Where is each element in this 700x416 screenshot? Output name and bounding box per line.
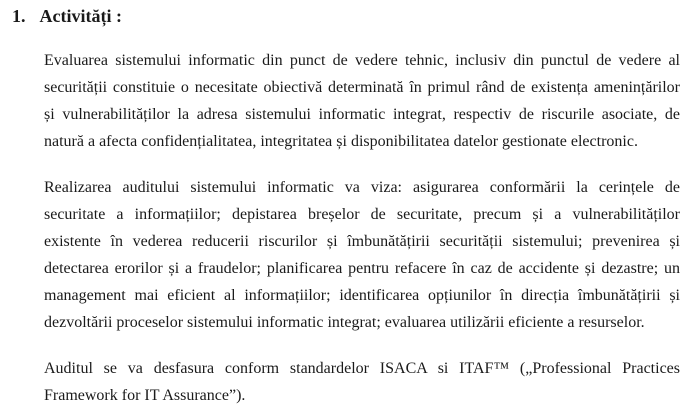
paragraph-line: Realizarea auditului sistemului informatic va viza: asigurarea conformării la cerințele de xyxy=(44,179,680,196)
paragraph-line: Auditul se va desfasura conform standardelor ISACA si ITAF™ („Professional Practices xyxy=(44,360,680,377)
section-heading xyxy=(12,6,122,27)
paragraph-3 xyxy=(44,355,680,409)
paragraph-2 xyxy=(44,174,680,336)
paragraph-line: securității constituie o necesitate obiectivă determinată în primul rând de existența amenințărilor xyxy=(44,79,680,96)
paragraph-line: și vulnerabilităților la adresa sistemului informatic integrat, respectiv de riscurile asociate, de xyxy=(44,106,680,123)
paragraph-line: natură a afecta confidențialitatea, integritatea și disponibilitatea datelor gestionate electronic. xyxy=(44,133,638,150)
paragraph-line: securitate a informațiilor; depistarea breșelor de securitate, precum și a vulnerabilităților xyxy=(44,206,680,223)
paragraph-line: dezvoltării proceselor sistemului informatic integrat; evaluarea utilizării eficiente a resurselor. xyxy=(44,314,645,331)
paragraph-line: Evaluarea sistemului informatic din punct de vedere tehnic, inclusiv din punctul de vedere al xyxy=(44,52,680,69)
paragraph-line: detectarea erorilor și a fraudelor; planificarea pentru refacere în caz de accidente și dezastre; un xyxy=(44,260,680,277)
section-number: 1. xyxy=(12,6,26,26)
paragraph-line: management mai eficient al informațiilor; identificarea opțiunilor în direcția îmbunătățirii și xyxy=(44,287,680,304)
paragraph-line: existente în vederea reducerii riscurilor și îmbunătățirii securității sistemului; prevenirea și xyxy=(44,233,680,250)
paragraph-line: Framework for IT Assurance”). xyxy=(44,387,246,404)
section-title: Activități : xyxy=(39,6,122,26)
paragraph-1 xyxy=(44,47,680,155)
